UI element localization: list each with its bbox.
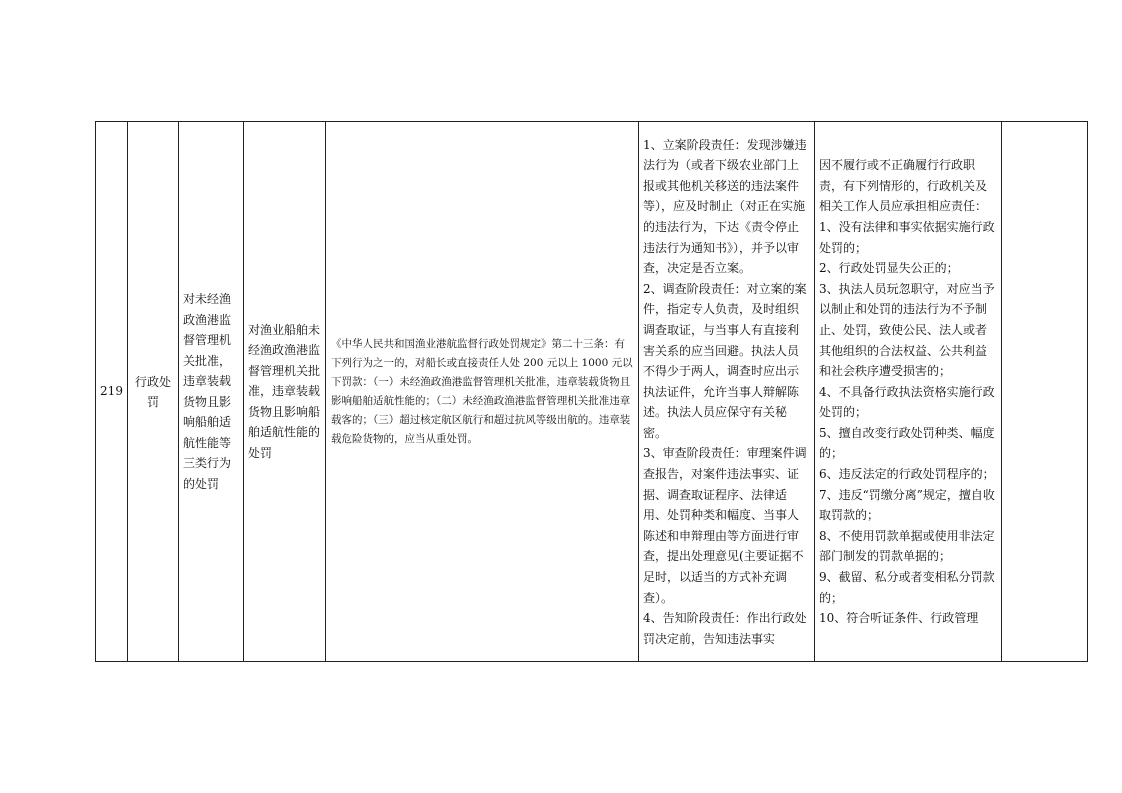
sub-item-name: 对渔业船舶未经渔政渔港监督管理机关批准，违章装载货物且影响船舶适航性能的处罚 [248,322,321,460]
accountability-item: 6、违反法定的行政处罚程序的； [819,467,995,482]
category-cell [128,122,179,662]
legal-basis-text: 《中华人民共和国渔业港航监督行政处罚规定》第二十三条：有下列行为之一的，对船长或直接责任人处 200 元以上 1000 元以下罚款：（一）未经渔政渔港监督管理机关批准，违章装载货物且影响船舶适航性能的；（二）未经渔政渔港监督管理机关批准违章载客的；（三）超过核定航区航行和超过抗风等级出航的。违章装载危险货物的，应当从重处罚。 [331,337,633,445]
item-name: 对未经渔政渔港监督管理机关批准，违章装载货物且影响船舶适航性能等三类行为的处罚 [183,292,232,491]
accountability-item: 4、不具备行政执法资格实施行政处罚的； [819,384,995,420]
legal-basis-cell [326,122,639,662]
sub-item-cell [244,122,326,662]
item-category: 行政处罚 [134,374,171,409]
accountability-item: 2、行政处罚显失公正的； [819,261,959,276]
accountability-item: 7、违反“罚缴分离”规定，擅自收取罚款的； [819,487,995,523]
item-number: 219 [100,384,123,399]
accountability-intro: 因不履行或不正确履行行政职责，有下列情形的，行政机关及相关工作人员应承担相应责任： [819,158,988,214]
accountability-item: 9、截留、私分或者变相私分罚款的； [819,570,995,605]
accountability-item: 3、执法人员玩忽职守，对应当予以制止和处罚的违法行为不予制止、处罚，致使公民、法人或者其他组织的合法权益、公共利益和社会秩序遭受损害的； [819,281,995,379]
accountability-item: 1、没有法律和事实依据实施行政处罚的； [819,219,995,255]
accountability-item: 5、擅自改变行政处罚种类、幅度的； [819,425,995,461]
responsibility-cell [639,122,815,662]
remarks-cell [1002,122,1088,662]
item-name-cell [179,122,244,662]
number-cell [96,122,128,662]
accountability-cell [815,122,1002,662]
record-table [95,121,1088,662]
accountability-list [815,154,1001,629]
responsibility-text: 1、立案阶段责任：发现涉嫌违法行为（或者下级农业部门上报或其他机关移送的违法案件等），应及时制止（对正在实施的违法行为，下达《责令停止违法行为通知书》），并予以审查，决定是否立案。 2、调查阶段责任：对立案的案件，指定专人负责，及时组织调查取证，与当事人有直接利害关系的应当回避。执法人员不得少于两人，调查时应出示执法证件，允许当事人辩解陈述。执法人员应保守有关秘密。 3、审查阶段责任：审理案件调查报告，对案件违法事实、证据、调查取证程序、法律适用、处罚种类和幅度、当事人陈述和申辩理由等方面进行审查，提出处理意见(主要证据不足时，以适当的方式补充调查）。 4、告知阶段责任：作出行政处罚决定前，告知违法事实 [643,137,807,646]
table-row [96,122,1088,662]
accountability-item: 8、不使用罚款单据或使用非法定部门制发的罚款单据的； [819,528,995,564]
accountability-item: 10、符合听证条件、行政管理 [819,611,979,626]
